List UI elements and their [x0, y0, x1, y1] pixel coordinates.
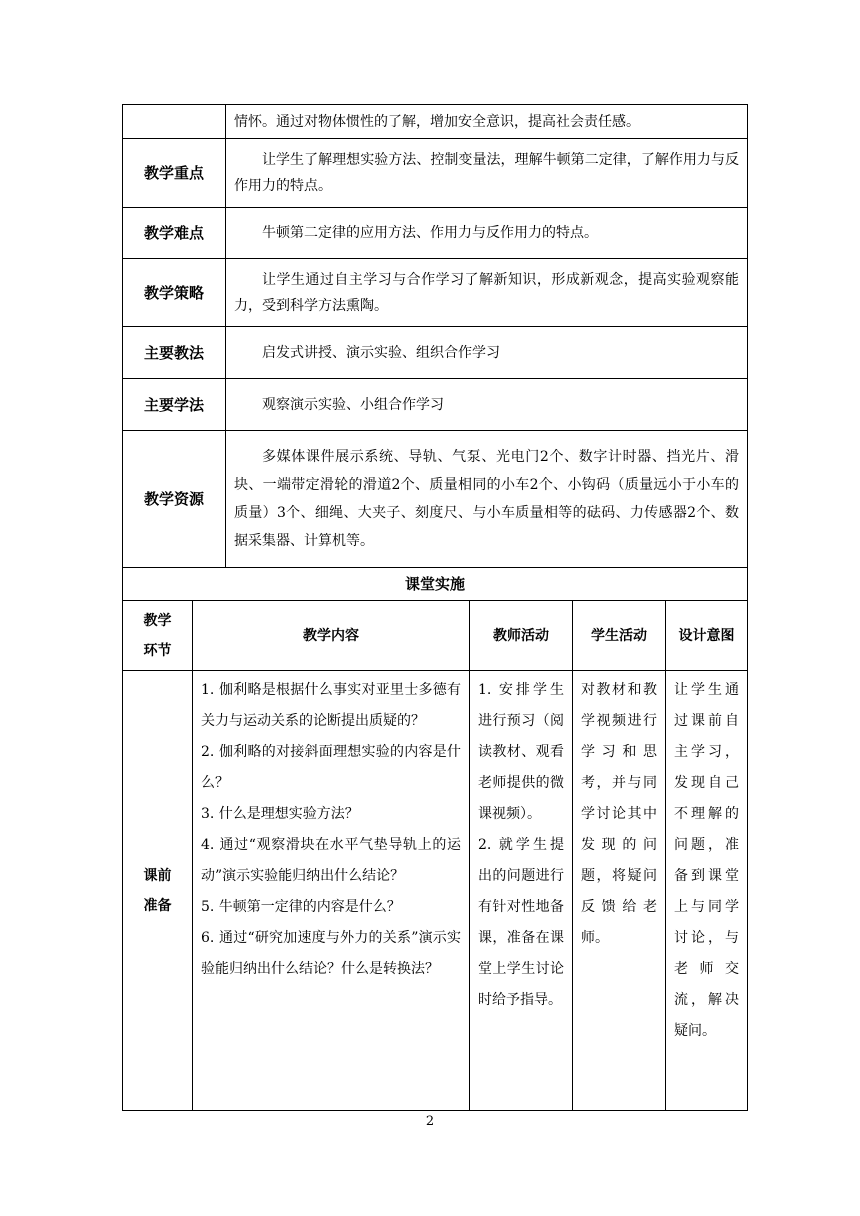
row-label: 教学策略	[123, 259, 226, 327]
row-content: 多媒体课件展示系统、导轨、气泵、光电门2个、数字计时器、挡光片、滑块、一端带定滑轮的滑道2个、质量相同的小车2个、小钩码（质量远小于小车的质量）3个、细绳、大夹子、刻度尺、与小车质量相等的砝码、力传感器2个、数据采集器、计算机等。	[226, 431, 748, 568]
row-content: 启发式讲授、演示实验、组织合作学习	[226, 327, 748, 379]
table-row	[123, 327, 748, 379]
column-header-intent: 设计意图	[666, 601, 748, 671]
stage-line1: 课前	[143, 867, 172, 884]
table-row	[123, 259, 748, 327]
row-content: 让学生了解理想实验方法、控制变量法，理解牛顿第二定律，了解作用力与反作用力的特点。	[226, 139, 748, 208]
stage-line2: 准备	[143, 897, 172, 914]
row-content: 牛顿第二定律的应用方法、作用力与反作用力的特点。	[226, 208, 748, 259]
row-label: 主要学法	[123, 379, 226, 431]
question-item: 4. 通过“观察滑块在水平气垫导轨上的运动”演示实验能归纳出什么结论？	[201, 837, 461, 884]
column-header-student: 学生活动	[573, 601, 666, 671]
column-header-stage	[123, 601, 193, 671]
teacher-activity-item: 1. 安排学生进行预习（阅读教材、观看老师提供的微课视频）。	[478, 682, 564, 822]
question-item: 6. 通过“研究加速度与外力的关系”演示实验能归纳出什么结论？什么是转换法？	[201, 930, 461, 977]
section-title: 课堂实施	[123, 568, 748, 601]
lesson-plan-table	[122, 104, 748, 1111]
column-header-stage-line1: 教学	[143, 612, 172, 629]
column-header-content: 教学内容	[193, 601, 470, 671]
student-activity-cell: 对教材和教学视频进行学习和思考，并与同学讨论其中发现的问题，将疑问反馈给老师。	[573, 671, 666, 1111]
question-item: 1. 伽利略是根据什么事实对亚里士多德有关力与运动关系的论断提出质疑的？	[201, 682, 461, 729]
table-row	[123, 379, 748, 431]
row-label: 教学重点	[123, 139, 226, 208]
teacher-activity-item: 2. 就学生提出的问题进行有针对性地备课，准备在课堂上学生讨论时给予指导。	[478, 837, 564, 1008]
table-row	[123, 671, 748, 1111]
row-label: 教学难点	[123, 208, 226, 259]
question-item: 5. 牛顿第一定律的内容是什么？	[201, 899, 401, 915]
table-row	[123, 431, 748, 568]
column-header-row	[123, 601, 748, 671]
row-label	[123, 105, 226, 139]
column-header-teacher: 教师活动	[470, 601, 573, 671]
teacher-activity-cell	[470, 671, 573, 1111]
stage-cell	[123, 671, 193, 1111]
page-number: 2	[425, 1114, 435, 1129]
row-label: 主要教法	[123, 327, 226, 379]
question-item: 2. 伽利略的对接斜面理想实验的内容是什么？	[201, 744, 461, 791]
section-row	[123, 568, 748, 601]
question-item: 3. 什么是理想实验方法？	[201, 806, 359, 822]
teaching-content-cell	[193, 671, 470, 1111]
row-label: 教学资源	[123, 431, 226, 568]
table-row	[123, 208, 748, 259]
design-intent-cell: 让学生通过课前自主学习，发现自己不理解的问题，准备到课堂上与同学讨论，与老师交流，解决疑问。	[666, 671, 748, 1111]
row-content: 观察演示实验、小组合作学习	[226, 379, 748, 431]
row-content: 让学生通过自主学习与合作学习了解新知识，形成新观念，提高实验观察能力，受到科学方法熏陶。	[226, 259, 748, 327]
table-row	[123, 139, 748, 208]
column-header-stage-line2: 环节	[143, 642, 172, 659]
row-content: 情怀。通过对物体惯性的了解，增加安全意识，提高社会责任感。	[226, 105, 748, 139]
table-row	[123, 105, 748, 139]
